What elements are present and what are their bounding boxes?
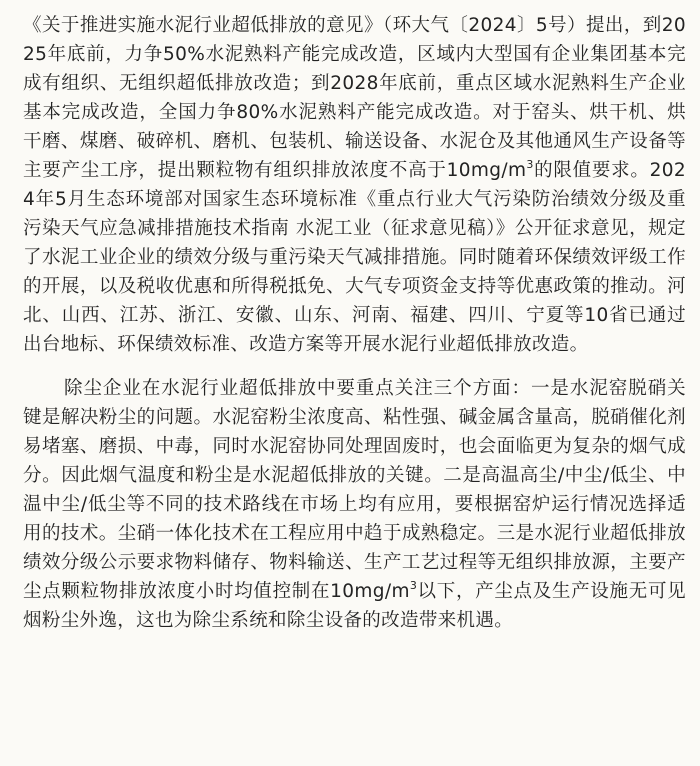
paragraph-text: 除尘企业在水泥行业超低排放中要重点关注三个方面：一是水泥窑脱硝关键是解决粉尘的问题。水泥窑粉尘浓度高、粘性强、碱金属含量高，脱硝催化剂易堵塞、磨损、中毒，同时水泥窑协同处理固废时，也会面临更为复杂的烟气成分。因此烟气温度和粉尘是水泥超低排放的关键。二是高温高尘/中尘/低尘、中温中尘/低尘等不同的技术路线在市场上均有应用，要根据窑炉运行情况选择适用的技术。尘硝一体化技术在工程应用中趋于成熟稳定。三是水泥行业超低排放绩效分级公示要求物料储存、物料输送、生产工艺过程等无组织排放源，主要产尘点颗粒物排放浓度小时均值控制在10mg/m bbox=[23, 378, 686, 602]
superscript-unit: 3 bbox=[526, 158, 534, 171]
paragraph-text: 以下，产尘点及生产设施无可见烟粉尘外逸，这也为除尘系统和除尘设备的改造带来机遇。 bbox=[23, 581, 686, 631]
paragraph-dust-removal bbox=[23, 374, 686, 635]
paragraph-text: 的限值要求。2024年5月生态环境部对国家生态环境标准《重点行业大气污染防治绩效分级及重污染天气应急减排措施技术指南 水泥工业（征求意见稿）》公开征求意见，规定了水泥工业企业的绩效分级与重污染天气减排措施。同时随着环保绩效评级工作的开展，以及税收优惠和所得税抵免、大气专项资金支持等优惠政策的推动。河北、山西、江苏、浙江、安徽、山东、河南、福建、四川、宁夏等10省已通过出台地标、环保绩效标准、改造方案等开展水泥行业超低排放改造。 bbox=[23, 160, 686, 355]
paragraph-text: 《关于推进实施水泥行业超低排放的意见》（环大气〔2024〕5号）提出，到2025年底前，力争50%水泥熟料产能完成改造，区域内大型国有企业集团基本完成有组织、无组织超低排放改造；到2028年底前，重点区域水泥熟料生产企业基本完成改造，全国力争80%水泥熟料产能完成改造。对于窑头、烘干机、烘干磨、煤磨、破碎机、磨机、包装机、输送设备、水泥仓及其他通风生产设备等主要产尘工序，提出颗粒物有组织排放浓度不高于10mg/m bbox=[23, 15, 686, 181]
paragraph-policy bbox=[23, 11, 686, 359]
superscript-unit: 3 bbox=[409, 579, 418, 592]
